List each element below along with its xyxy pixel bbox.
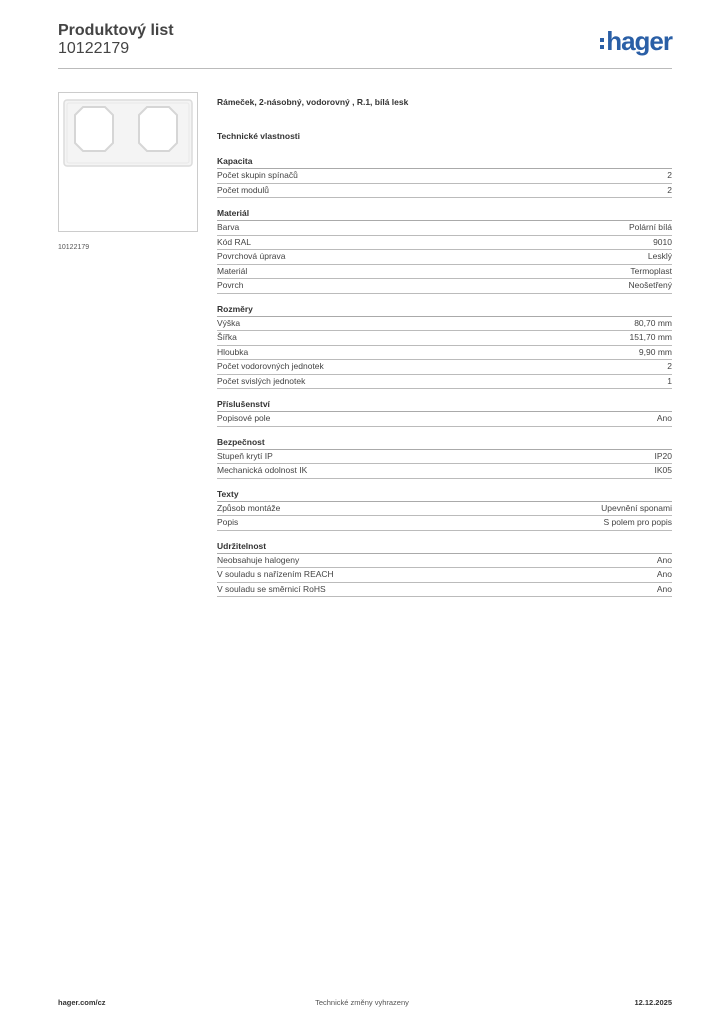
property-group (217, 488, 672, 531)
hager-logo (600, 26, 672, 56)
group-title: Texty (217, 488, 672, 502)
property-groups (217, 155, 672, 597)
property-value: S polem pro popis (603, 517, 672, 527)
property-value: 2 (667, 184, 672, 195)
logo-text: hager (606, 26, 672, 56)
page-title: Produktový list (58, 22, 174, 39)
property-label: V souladu se směrnicí RoHS (217, 583, 326, 594)
property-value: 2 (667, 170, 672, 180)
property-row (217, 346, 672, 361)
property-value: 2 (667, 361, 672, 371)
property-value: Neošetřený (628, 280, 672, 290)
property-label: Mechanická odolnost IK (217, 465, 308, 475)
group-title: Udržitelnost (217, 540, 672, 554)
group-title: Rozměry (217, 303, 672, 317)
technical-properties-title: Technické vlastnosti (217, 131, 300, 141)
property-row (217, 250, 672, 265)
property-value: Polární bílá (629, 222, 672, 232)
property-value: 151,70 mm (629, 332, 672, 342)
property-value: Ano (656, 554, 672, 565)
property-group (217, 207, 672, 294)
property-row (217, 221, 672, 236)
group-title: Bezpečnost (217, 436, 672, 450)
image-caption: 10122179 (58, 244, 90, 251)
property-label: Popis (217, 517, 239, 527)
property-label: Výška (217, 317, 241, 328)
property-label: Kód RAL (217, 236, 252, 247)
property-label: Počet skupin spínačů (217, 170, 298, 180)
property-label: Popisové pole (217, 413, 271, 423)
property-row (217, 583, 672, 598)
property-label: Povrch (217, 280, 244, 290)
header-divider (58, 68, 672, 69)
property-group (217, 540, 672, 598)
property-row (217, 317, 672, 332)
property-row (217, 331, 672, 346)
property-row (217, 360, 672, 375)
property-row (217, 450, 672, 465)
property-row (217, 169, 672, 184)
property-row (217, 265, 672, 280)
footer-date: 12.12.2025 (634, 998, 672, 1007)
property-value: 80,70 mm (634, 317, 672, 328)
property-label: Počet vodorovných jednotek (217, 361, 324, 371)
footer-notice: Technické změny vyhrazeny (315, 998, 409, 1007)
property-group (217, 436, 672, 479)
property-label: Počet svislých jednotek (217, 375, 306, 386)
property-label: Barva (217, 222, 240, 232)
property-group (217, 398, 672, 427)
double-frame-icon (59, 93, 197, 231)
property-group (217, 303, 672, 390)
property-row (217, 568, 672, 583)
property-value: Lesklý (647, 251, 672, 261)
property-label: V souladu s nařízením REACH (217, 569, 334, 579)
property-row (217, 554, 672, 569)
group-title: Kapacita (217, 155, 672, 169)
property-value: Ano (656, 413, 672, 423)
property-group (217, 155, 672, 198)
property-value: 9,90 mm (638, 346, 672, 357)
property-row (217, 184, 672, 199)
property-value: 1 (667, 375, 672, 386)
group-title: Příslušenství (217, 398, 672, 412)
product-image (58, 92, 198, 232)
property-row (217, 375, 672, 390)
group-title: Materiál (217, 207, 672, 221)
property-label: Neobsahuje halogeny (217, 554, 300, 565)
property-row (217, 464, 672, 479)
property-value: Upevnění sponami (601, 502, 672, 513)
property-row (217, 516, 672, 531)
property-value: 9010 (653, 236, 672, 247)
property-value: IK05 (654, 465, 672, 475)
product-number: 10122179 (58, 40, 130, 57)
property-label: Hloubka (217, 346, 249, 357)
property-label: Počet modulů (217, 184, 269, 195)
property-label: Stupeň krytí IP (217, 450, 273, 461)
property-value: Termoplast (630, 265, 672, 276)
property-row (217, 502, 672, 517)
logo-colon-icon (600, 38, 604, 49)
property-row (217, 279, 672, 294)
product-name: Rámeček, 2-násobný, vodorovný , R.1, bílá lesk (217, 97, 409, 107)
property-value: Ano (656, 569, 672, 579)
product-details (217, 96, 672, 606)
property-value: Ano (656, 583, 672, 594)
property-label: Povrchová úprava (217, 251, 286, 261)
footer-website: hager.com/cz (58, 998, 106, 1007)
property-row (217, 412, 672, 427)
property-label: Materiál (217, 265, 248, 276)
property-label: Způsob montáže (217, 502, 281, 513)
property-label: Šířka (217, 332, 237, 342)
property-value: IP20 (654, 450, 672, 461)
property-row (217, 236, 672, 251)
